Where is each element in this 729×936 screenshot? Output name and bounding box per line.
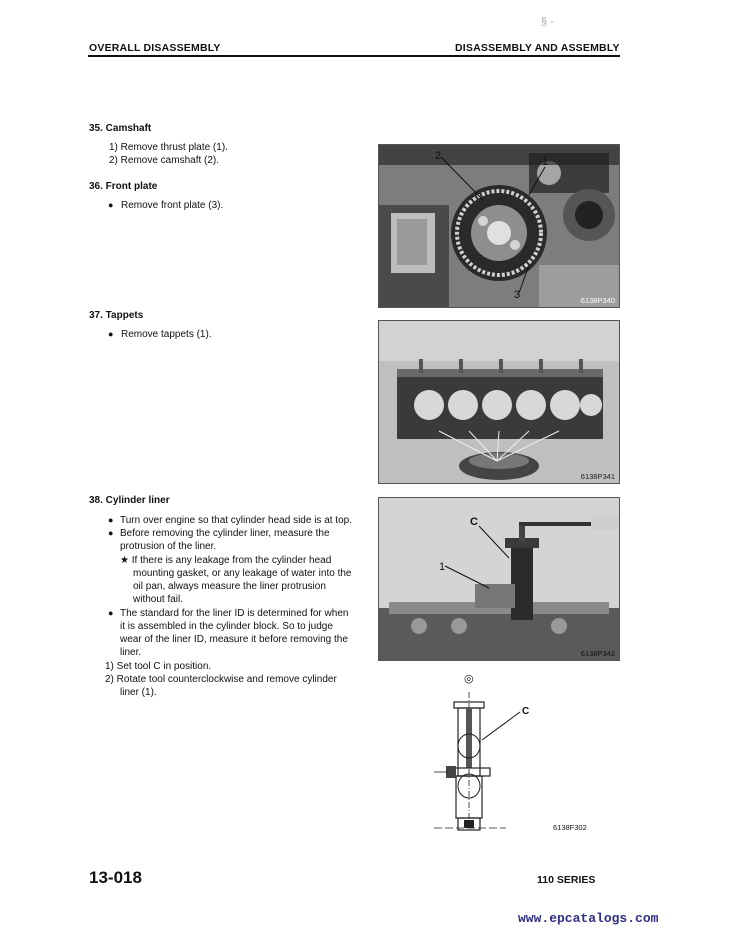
section-38-line: it is assembled in the cylinder block. So to judge xyxy=(120,621,333,632)
photo-cylinder-liner xyxy=(378,497,620,661)
diagram-liner-puller-graphic xyxy=(420,668,570,843)
section-38-step: 2) Rotate tool counterclockwise and remove cylinder xyxy=(105,674,337,685)
bullet-icon: ● xyxy=(108,515,114,525)
corner-mark: § - xyxy=(541,16,554,28)
section-38-step: liner (1). xyxy=(120,687,157,698)
section-35-title: 35. Camshaft xyxy=(89,123,152,134)
callout-c: C xyxy=(522,706,530,717)
diagram-liner-puller xyxy=(420,668,570,843)
section-38-line: The standard for the liner ID is determined for when xyxy=(120,608,349,619)
page-number: 13-018 xyxy=(89,868,142,887)
photo-camshaft-graphic xyxy=(379,145,619,307)
header-rule xyxy=(88,55,620,57)
photo-cylinder-liner-graphic xyxy=(379,498,619,660)
callout-1: 1 xyxy=(542,156,549,168)
bullet-icon: ● xyxy=(108,329,114,339)
callout-3: 3 xyxy=(514,289,521,301)
header-left-title: OVERALL DISASSEMBLY xyxy=(89,42,221,54)
section-35-step-2: 2) Remove camshaft (2). xyxy=(109,155,220,166)
section-35-step-1: 1) Remove thrust plate (1). xyxy=(109,142,228,153)
callout-2: 2 xyxy=(435,150,442,162)
section-38-title: 38. Cylinder liner xyxy=(89,495,170,506)
section-38-line: Before removing the cylinder liner, measure the xyxy=(120,528,330,539)
photo-camshaft xyxy=(378,144,620,308)
diagram-caption: 6138F302 xyxy=(553,823,587,832)
callout-c: C xyxy=(470,516,478,528)
section-37-title: 37. Tappets xyxy=(89,310,144,321)
header-right-title: DISASSEMBLY AND ASSEMBLY xyxy=(455,42,620,54)
photo-camshaft-caption: 6138P340 xyxy=(580,296,615,305)
section-38-line: Turn over engine so that cylinder head side is at top. xyxy=(120,515,352,526)
section-38-line: wear of the liner ID, measure it before removing the xyxy=(120,634,348,645)
section-36-item: Remove front plate (3). xyxy=(121,200,224,211)
section-38-note: without fail. xyxy=(133,594,184,605)
section-36-title: 36. Front plate xyxy=(89,181,158,192)
section-37-item: Remove tappets (1). xyxy=(121,329,212,340)
callout-1: 1 xyxy=(439,561,446,573)
bullet-icon: ● xyxy=(108,200,114,210)
photo-tappets xyxy=(378,320,620,484)
concentric-symbol-icon: ◎ xyxy=(464,672,474,685)
series-label: 110 SERIES xyxy=(537,874,596,886)
watermark: www.epcatalogs.com xyxy=(518,911,659,926)
section-38-step: 1) Set tool C in position. xyxy=(105,661,212,672)
section-38-note: oil pan, always measure the liner protrusion xyxy=(133,581,326,592)
section-38-note: mounting gasket, or any leakage of water into the xyxy=(133,568,352,579)
section-38-line: protrusion of the liner. xyxy=(120,541,217,552)
bullet-icon: ● xyxy=(108,528,114,538)
photo-tappets-graphic xyxy=(379,321,619,483)
section-38-line: liner. xyxy=(120,647,142,658)
photo-tappets-caption: 6138P341 xyxy=(580,472,615,481)
photo-cylinder-liner-caption: 6138P342 xyxy=(580,649,615,658)
section-38-note: ★ If there is any leakage from the cylinder head xyxy=(120,555,332,566)
bullet-icon: ● xyxy=(108,608,114,618)
